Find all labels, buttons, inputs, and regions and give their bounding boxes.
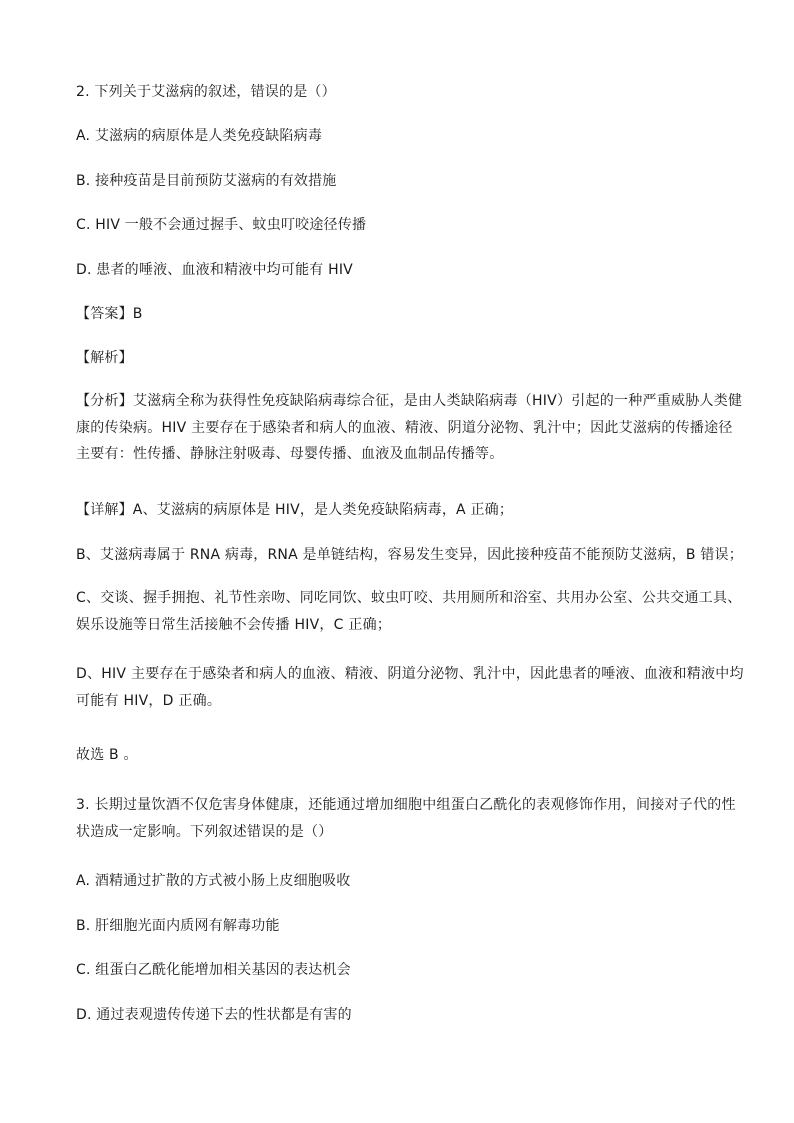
q2-detail-b: B、艾滋病毒属于 RNA 病毒，RNA 是单链结构，容易发生变异，因此接种疫苗不能预防艾滋病，B 错误； bbox=[76, 547, 743, 563]
q2-stem: 2. 下列关于艾滋病的叙述，错误的是（） bbox=[76, 84, 336, 100]
detail-d-line-1: D、HIV 主要存在于感染者和病人的血液、精液、阴道分泌物、乳汁中，因此患者的唾液、血液和精液中均 bbox=[76, 666, 744, 682]
q3-stem-line-1: 3. 长期过量饮酒不仅危害身体健康，还能通过增加细胞中组蛋白乙酰化的表观修饰作用，间接对子代的性 bbox=[76, 797, 736, 813]
q3-option-b: B. 肝细胞光面内质网有解毒功能 bbox=[76, 918, 280, 934]
q3-option-d: D. 通过表观遗传传递下去的性状都是有害的 bbox=[76, 1007, 352, 1023]
q2-option-a: A. 艾滋病的病原体是人类免疫缺陷病毒 bbox=[76, 128, 323, 144]
detail-c-line-2: 娱乐设施等日常生活接触不会传播 HIV，C 正确； bbox=[76, 616, 392, 633]
q2-analysis-heading: 【解析】 bbox=[76, 350, 133, 366]
q2-conclusion: 故选 B 。 bbox=[76, 747, 138, 763]
q2-option-b: B. 接种疫苗是目前预防艾滋病的有效措施 bbox=[76, 173, 337, 189]
q3-stem bbox=[76, 792, 736, 845]
q2-answer: 【答案】B bbox=[76, 306, 143, 322]
q2-detail-c bbox=[76, 585, 742, 638]
q3-option-a: A. 酒精通过扩散的方式被小肠上皮细胞吸收 bbox=[76, 873, 351, 889]
q2-option-d: D. 患者的唾液、血液和精液中均可能有 HIV bbox=[76, 262, 353, 278]
detail-c-line-1: C、交谈、握手拥抱、礼节性亲吻、同吃同饮、蚊虫叮咬、共用厕所和浴室、共用办公室、公共交通工具、 bbox=[76, 590, 742, 606]
fenxi-line-1: 【分析】艾滋病全称为获得性免疫缺陷病毒综合征，是由人类缺陷病毒（HIV）引起的一种严重威胁人类健 bbox=[76, 393, 743, 409]
q2-detail-a: 【详解】A、艾滋病的病原体是 HIV，是人类免疫缺陷病毒，A 正确； bbox=[76, 502, 514, 518]
detail-d-line-2: 可能有 HIV，D 正确。 bbox=[76, 692, 222, 709]
q3-option-c: C. 组蛋白乙酰化能增加相关基因的表达机会 bbox=[76, 962, 351, 978]
q2-option-c: C. HIV 一般不会通过握手、蚊虫叮咬途径传播 bbox=[76, 217, 367, 233]
q2-detail-d bbox=[76, 661, 744, 714]
q2-analysis-fenxi bbox=[76, 388, 743, 468]
q3-stem-line-2: 状造成一定影响。下列叙述错误的是（） bbox=[76, 823, 333, 840]
fenxi-line-3: 主要有：性传播、静脉注射吸毒、母婴传播、血液及血制品传播等。 bbox=[76, 446, 504, 462]
fenxi-line-2: 康的传染病。HIV 主要存在于感染者和病人的血液、精液、阴道分泌物、乳汁中；因此艾滋病的传播途径 bbox=[76, 419, 733, 436]
